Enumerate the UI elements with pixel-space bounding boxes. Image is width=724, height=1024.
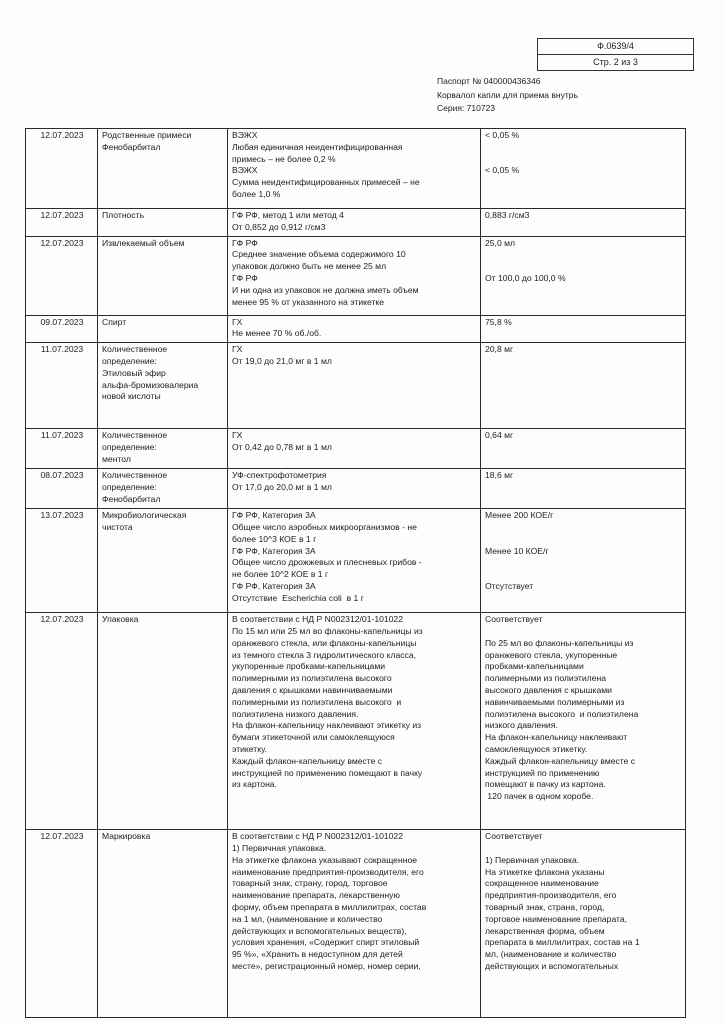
test-result	[481, 236, 686, 315]
test-result-line: 20,8 мг	[485, 344, 514, 355]
test-specification-line: И ни одна из упаковок не должна иметь объем	[232, 284, 419, 295]
test-date: 08.07.2023	[26, 469, 98, 509]
test-result-line: 1) Первичная упаковка.	[485, 854, 580, 865]
test-result-line: товарный знак, страна, город,	[485, 901, 605, 912]
test-name-line: Упаковка	[102, 614, 139, 625]
test-specification-line: От 19,0 до 21,0 мг в 1 мл	[232, 355, 332, 366]
test-result-line: полимерными из полиэтилена	[485, 673, 606, 684]
test-result-line: Менее 10 КОЕ/г	[485, 545, 549, 556]
page-number: Стр. 2 из 3	[538, 54, 693, 70]
series-number: Серия: 710723	[437, 103, 496, 113]
test-result-line: самоклеящуюся этикетку.	[485, 743, 588, 754]
test-specification-line: месте», регистрационный номер, номер серии,	[232, 960, 421, 971]
test-result-line: От 100,0 до 100,0 %	[485, 272, 566, 283]
test-date: 12.07.2023	[26, 613, 98, 830]
test-date: 12.07.2023	[26, 830, 98, 1018]
test-name	[98, 209, 228, 237]
test-specification-line: полиэтилена низкого давления.	[232, 708, 359, 719]
test-name	[98, 236, 228, 315]
test-specification-line: Отсутствие Escherichia coli в 1 г	[232, 592, 364, 603]
test-specification-line: Сумма неидентифицированных примесей – не	[232, 177, 420, 188]
test-specification-line: условия хранения, «Содержит спирт этиловый	[232, 937, 420, 948]
test-name	[98, 129, 228, 209]
test-name	[98, 343, 228, 429]
test-result-line: Соответствует	[485, 614, 543, 625]
table-row	[26, 236, 686, 315]
form-code: Ф.0639/4	[597, 41, 634, 51]
test-specification-line: 1) Первичная упаковка.	[232, 842, 327, 853]
test-result-line	[485, 626, 682, 638]
test-specification-line: В соответствии с НД Р N002312/01-101022	[232, 831, 403, 842]
test-specification-line: ГФ РФ, Категория 3А	[232, 510, 316, 521]
test-name-line: определение:	[102, 441, 157, 452]
test-result	[481, 209, 686, 237]
test-results-table	[25, 128, 686, 1018]
test-result-line: Менее 200 КОЕ/г	[485, 510, 554, 521]
test-date: 12.07.2023	[26, 236, 98, 315]
table-row	[26, 830, 686, 1018]
test-specification-line: На этикетке флакона указывают сокращенное	[232, 854, 418, 865]
test-specification-line: ГФ РФ	[232, 237, 258, 248]
test-specification-line: ГФ РФ	[232, 272, 258, 283]
test-specification-line: давления с крышками навинчиваемыми	[232, 684, 393, 695]
test-result-line: высокого давления с крышками	[485, 684, 612, 695]
test-name-line: Количественное	[102, 344, 168, 355]
test-result-line: предприятия-производителя, его	[485, 890, 617, 901]
test-name-line: Маркировка	[102, 831, 151, 842]
test-specification	[228, 830, 481, 1018]
test-specification-line: ГФ РФ, Категория 3А	[232, 545, 316, 556]
test-result-line: Отсутствует	[485, 580, 534, 591]
test-specification	[228, 613, 481, 830]
test-specification-line: более 1,0 %	[232, 188, 281, 199]
test-result-line	[485, 261, 682, 273]
test-result-line: лекарственная форма, объем	[485, 925, 605, 936]
test-specification	[228, 315, 481, 343]
test-specification-line: полимерными из полиэтилена высокого	[232, 673, 392, 684]
test-specification-line: ВЭЖХ	[232, 130, 258, 140]
table-row	[26, 129, 686, 209]
test-date: 09.07.2023	[26, 315, 98, 343]
test-result-line	[485, 142, 682, 154]
test-name	[98, 613, 228, 830]
test-specification-line: Общее число дрожжевых и плесневых грибов -	[232, 557, 422, 568]
test-result	[481, 343, 686, 429]
test-name	[98, 429, 228, 469]
test-specification-line: Каждый флакон-капельницу вместе с	[232, 755, 383, 766]
test-result-line: мл, (наименование и количество	[485, 949, 617, 960]
test-result-line	[485, 154, 682, 166]
test-specification-line: В соответствии с НД Р N002312/01-101022	[232, 614, 403, 625]
test-specification-line: Не менее 70 % об./об.	[232, 328, 322, 339]
test-name-line: Количественное	[102, 470, 168, 481]
test-specification-line: По 15 мл или 25 мл во флаконы-капельницы из	[232, 625, 423, 636]
test-result-line	[485, 534, 682, 546]
test-date: 13.07.2023	[26, 509, 98, 613]
test-specification-line: из темного стекла 3 гидролитического класса,	[232, 649, 416, 660]
test-specification-line: наименование препарата, лекарственную	[232, 890, 400, 901]
test-name-line: Спирт	[102, 316, 127, 327]
test-result	[481, 129, 686, 209]
test-date: 11.07.2023	[26, 343, 98, 429]
test-result	[481, 429, 686, 469]
test-result-line: помещают в пачку из картона.	[485, 779, 606, 790]
test-specification-line: бумаги этикеточной или самоклеящуюся	[232, 732, 395, 743]
test-specification-line: От 0,42 до 0,78 мг в 1 мл	[232, 441, 332, 452]
test-specification-line: товарный знак, страну, город, торговое	[232, 878, 388, 889]
test-specification-line: этикетку.	[232, 743, 267, 754]
test-result-line: < 0,05 %	[485, 130, 520, 140]
test-specification-line: 95 %», «Хранить в недоступном для детей	[232, 949, 403, 960]
test-name-line: Родственные примеси	[102, 130, 192, 140]
test-name	[98, 315, 228, 343]
test-result-line: 75,8 %	[485, 316, 512, 327]
test-specification-line: ГФ РФ, Категория 3А	[232, 580, 316, 591]
test-result-line	[485, 557, 682, 569]
passport-number: Паспорт № 040000436346	[437, 76, 541, 86]
test-result-line	[485, 522, 682, 534]
test-result	[481, 509, 686, 613]
test-specification-line: От 17,0 до 20,0 мг в 1 мл	[232, 481, 332, 492]
test-specification-line: ГХ	[232, 316, 243, 327]
test-specification-line: примесь – не более 0,2 %	[232, 153, 336, 164]
test-specification-line: ВЭЖХ	[232, 165, 258, 176]
test-result-line: инструкцией по применению	[485, 767, 600, 778]
test-specification	[228, 469, 481, 509]
test-specification-line: Любая единичная неидентифицированная	[232, 141, 403, 152]
test-specification-line: ГФ РФ, метод 1 или метод 4	[232, 210, 344, 220]
test-result-line: низкого давления.	[485, 720, 558, 731]
test-result-line: препарата в миллилитрах, состав на 1	[485, 937, 640, 948]
test-name-line: Этиловый эфир	[102, 367, 166, 378]
test-result	[481, 830, 686, 1018]
test-specification-line: упаковок должно быть не менее 25 мл	[232, 261, 387, 272]
test-result-line: 0,883 г/см3	[485, 210, 530, 220]
test-specification-line: укупоренные пробками-капельницами	[232, 661, 386, 672]
test-specification-line: форму, объем препарата в миллилитрах, состав	[232, 901, 427, 912]
test-specification-line: не более 10^2 КОЕ в 1 г	[232, 569, 329, 580]
test-result-line: По 25 мл во флаконы-капельницы из	[485, 637, 634, 648]
test-name	[98, 469, 228, 509]
product-name: Корвалол капли для приема внутрь	[437, 89, 578, 100]
test-result-line: 120 пачек в одном коробе.	[485, 791, 594, 802]
document-header	[437, 75, 578, 116]
test-name	[98, 509, 228, 613]
test-specification	[228, 429, 481, 469]
test-specification-line: на 1 мл, (наименование и количество	[232, 913, 383, 924]
test-name-line: Микробиологическая	[102, 510, 187, 521]
test-result-line	[485, 249, 682, 261]
test-result-line: торговое наименование препарата,	[485, 913, 628, 924]
test-result	[481, 469, 686, 509]
test-result-line: навинчиваемыми полимерными из	[485, 696, 625, 707]
test-result-line: Каждый флакон-капельницу вместе с	[485, 755, 636, 766]
test-specification	[228, 209, 481, 237]
test-name-line: Извлекаемый объем	[102, 237, 185, 248]
test-result-line: 25,0 мл	[485, 237, 516, 248]
test-specification-line: УФ-спектрофотометрия	[232, 470, 327, 481]
test-name-line: ментол	[102, 453, 131, 464]
test-specification-line: наименование предприятия-производителя, его	[232, 866, 424, 877]
test-result-line: сокращенное наименование	[485, 878, 599, 889]
test-result-line: Соответствует	[485, 831, 543, 842]
test-specification-line: ГХ	[232, 430, 243, 441]
test-date: 11.07.2023	[26, 429, 98, 469]
test-name-line: Фенобарбитал	[102, 141, 161, 152]
test-name-line: альфа-бромизовалериа	[102, 379, 199, 390]
test-result-line: полиэтилена высокого и полиэтилена	[485, 708, 639, 719]
test-result-line: На флакон-капельницу наклеивают	[485, 732, 628, 743]
test-name-line: новой кислоты	[102, 391, 161, 402]
test-specification-line: Общее число аэробных микроорганизмов - не	[232, 521, 417, 532]
table-row	[26, 469, 686, 509]
test-specification	[228, 236, 481, 315]
table-row	[26, 613, 686, 830]
test-specification-line: действующих и вспомогательных веществ),	[232, 925, 407, 936]
test-result-line: 0,64 мг	[485, 430, 514, 441]
test-name	[98, 830, 228, 1018]
test-specification-line: На флакон-капельницу наклеивают этикетку из	[232, 720, 422, 731]
table-row	[26, 509, 686, 613]
table-row	[26, 429, 686, 469]
test-name-line: Плотность	[102, 210, 145, 220]
test-specification-line: из картона.	[232, 779, 277, 790]
test-specification	[228, 509, 481, 613]
test-specification-line: ГХ	[232, 344, 243, 355]
test-specification-line: полимерными из полиэтилена высокого и	[232, 696, 402, 707]
test-name-line: определение:	[102, 481, 157, 492]
test-name-line: Количественное	[102, 430, 168, 441]
table-row	[26, 209, 686, 237]
test-result-line	[485, 843, 682, 855]
test-result	[481, 613, 686, 830]
test-result-line: действующих и вспомогательных	[485, 960, 619, 971]
test-specification	[228, 343, 481, 429]
test-result-line: 18,6 мг	[485, 470, 514, 481]
test-result-line: оранжевого стекла, укупоренные	[485, 649, 618, 660]
test-specification-line: Среднее значение объема содержимого 10	[232, 249, 406, 260]
test-result-line: На этикетке флакона указаны	[485, 866, 605, 877]
test-result-line: < 0,05 %	[485, 165, 520, 176]
test-name-line: чистота	[102, 521, 133, 532]
table-row	[26, 315, 686, 343]
test-name-line: определение:	[102, 355, 157, 366]
test-specification-line: более 10^3 КОЕ в 1 г	[232, 533, 317, 544]
test-specification-line: инструкцией по применению помещают в пачку	[232, 767, 423, 778]
test-result	[481, 315, 686, 343]
test-name-line: Фенобарбитал	[102, 493, 161, 504]
test-result-line	[485, 569, 682, 581]
form-code-box	[537, 38, 694, 71]
table-row	[26, 343, 686, 429]
test-specification	[228, 129, 481, 209]
test-specification-line: менее 95 % от указанного на этикетке	[232, 296, 385, 307]
test-specification-line: От 0,852 до 0,912 г/см3	[232, 221, 326, 232]
test-specification-line: оранжевого стекла, или флаконы-капельницы	[232, 637, 417, 648]
test-date: 12.07.2023	[26, 209, 98, 237]
test-result-line: пробками-капельницами	[485, 661, 584, 672]
test-date: 12.07.2023	[26, 129, 98, 209]
